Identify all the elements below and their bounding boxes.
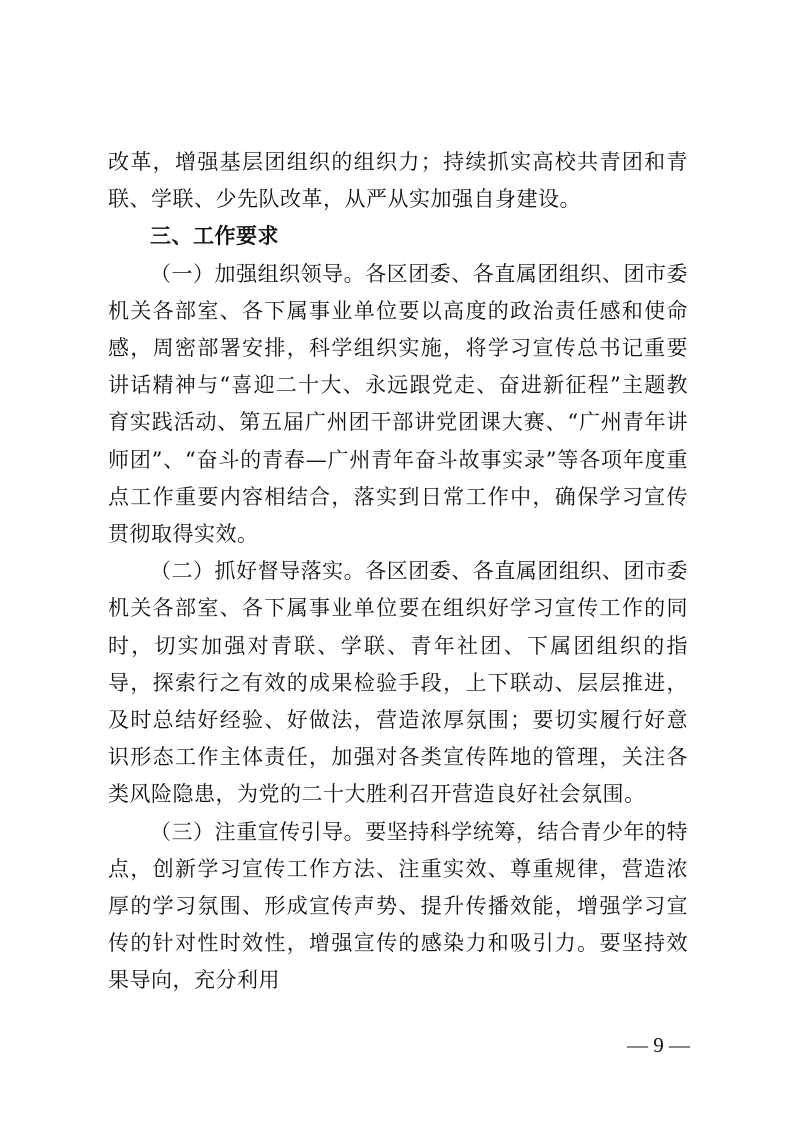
- item-lead: （三）注重宣传引导。: [150, 819, 366, 844]
- document-body: [108, 144, 688, 1000]
- section-heading: 三、工作要求: [150, 224, 279, 249]
- item-body: 各区团委、各直属团组织、团市委机关各部室、各下属事业单位要在组织好学习宣传工作的同时，切实加强对青联、学联、青年社团、下属团组织的指导，探索行之有效的成果检验手段，上下联动、层层推进，及时总结好经验、好做法，营造浓厚氛围；要切实履行好意识形态工作主体责任，加强对各类宣传阵地的管理，关注各类风险隐患，为党的二十大胜利召开营造良好社会氛围。: [108, 559, 689, 807]
- item-body: 要坚持科学统筹，结合青少年的特点，创新学习宣传工作方法、注重实效、尊重规律，营造浓厚的学习氛围、形成宣传声势、提升传播效能，增强学习宣传的针对性时效性，增强宣传的感染力和吸引力。要坚持效果导向，充分利用: [108, 819, 689, 993]
- paragraph-text: 改革，增强基层团组织的组织力；持续抓实高校共青团和青联、学联、少先队改革，从严从实加强自身建设。: [108, 150, 688, 212]
- item-lead: （一）加强组织领导。: [150, 261, 366, 286]
- continued-paragraph: [108, 144, 688, 218]
- requirement-item-1: [108, 256, 688, 554]
- item-lead: （二）抓好督导落实。: [150, 559, 366, 584]
- item-body: 各区团委、各直属团组织、团市委机关各部室、各下属事业单位要以高度的政治责任感和使命感，周密部署安排，科学组织实施，将学习宣传总书记重要讲话精神与“喜迎二十大、永远跟党走、奋进新征程”主题教育实践活动、第五届广州团干部讲党团课大赛、“广州青年讲师团”、“奋斗的青春—广州青年奋斗故事实录”等各项年度重点工作重要内容相结合，落实到日常工作中，确保学习宣传贯彻取得实效。: [108, 261, 689, 547]
- requirement-item-2: [108, 553, 688, 813]
- requirement-item-3: [108, 814, 688, 1000]
- page-number: — 9 —: [627, 1033, 690, 1057]
